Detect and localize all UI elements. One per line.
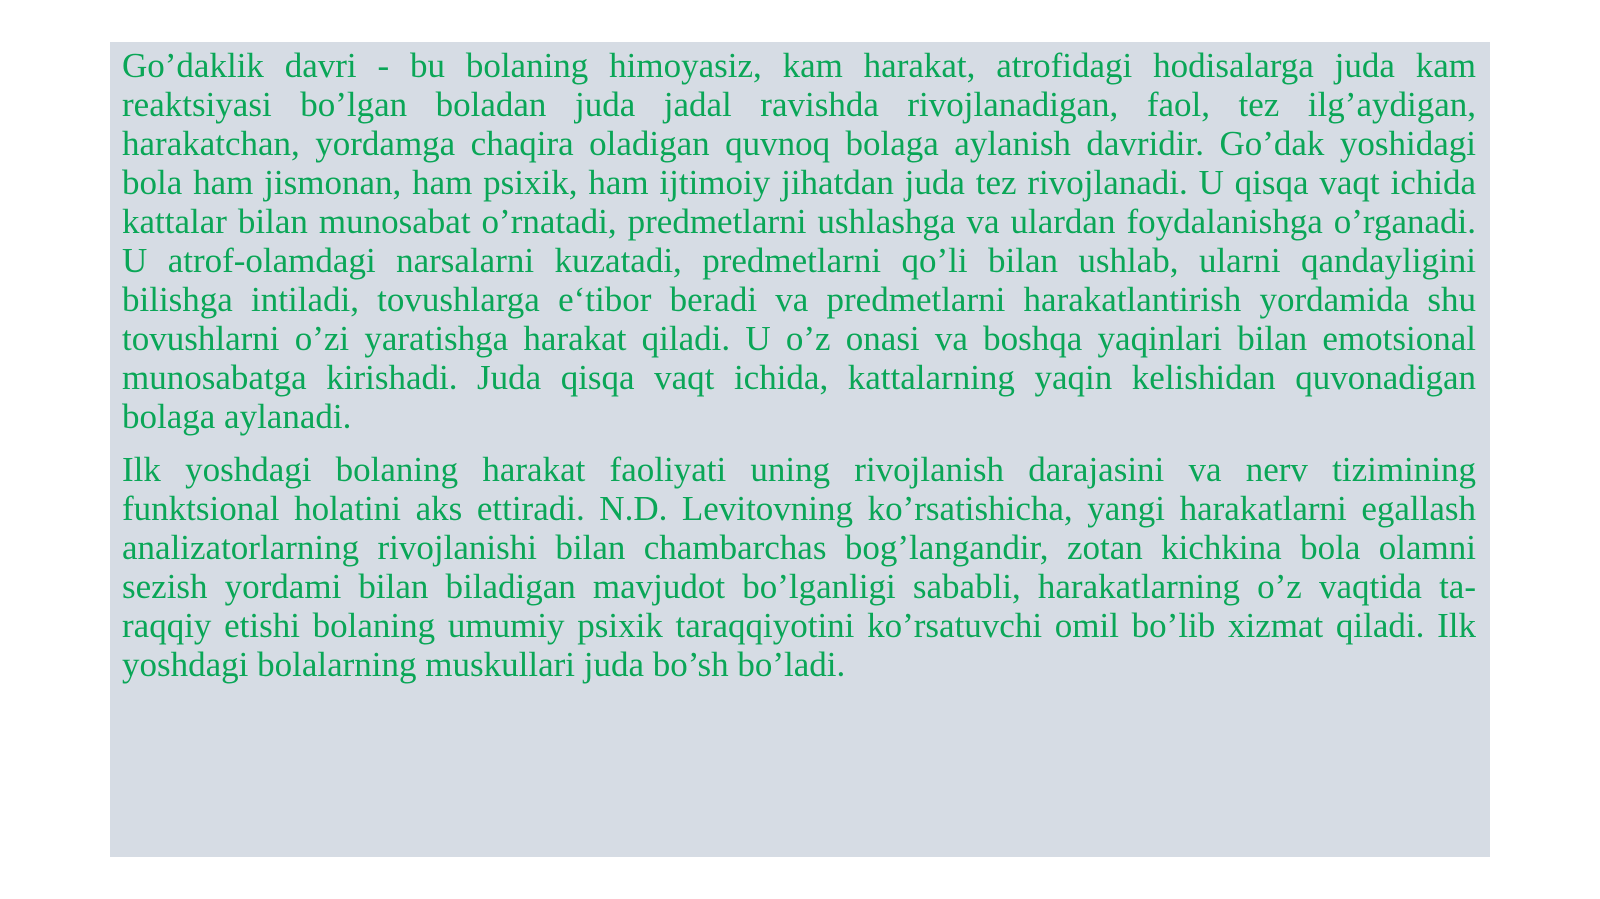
paragraph-2: Ilk yoshdagi bolaning harakat faoliyati uning rivojlanish darajasini va nerv tizimining funktsional holatini aks ettiradi. N.D. Levitovning ko’rsatishicha, yangi harakatlarni egallash analizatorlarning rivojlanishi bilan chambarchas bog’langandir, zotan kichkina bola olamni sezish yordami bilan biladigan mavjudot bo’lganligi sababli, harakatlarning o’z vaqtida ta-raqqiy etishi bolaning umumiy psixik taraqqiyotini ko’rsatuvchi omil bo’lib xizmat qiladi. Ilk yoshdagi bolalarning muskullari juda bo’sh bo’ladi. xyxy=(122,450,1476,684)
text-box xyxy=(110,42,1490,857)
paragraph-1: Go’daklik davri - bu bolaning himoyasiz, kam harakat, atrofidagi hodisalarga juda kam reaktsiyasi bo’lgan boladan juda jadal ravishda rivojlanadigan, faol, tez ilg’aydigan, harakatchan, yordamga chaqira oladigan quvnoq bolaga aylanish davridir. Go’dak yoshidagi bola ham jismonan, ham psixik, ham ijtimoiy jihatdan juda tez rivojlanadi. U qisqa vaqt ichida kattalar bilan munosabat o’rnatadi, predmetlarni ushlashga va ulardan foydalanishga o’rganadi. U atrof-olamdagi narsalarni kuzatadi, predmetlarni qo’li bilan ushlab, ularni qandayligini bilishga intiladi, tovushlarga e‘tibor beradi va predmetlarni harakatlantirish yordamida shu tovushlarni o’zi yaratishga harakat qiladi. U o’z onasi va boshqa yaqinlari bilan emotsional munosabatga kirishadi. Juda qisqa vaqt ichida, kattalarning yaqin kelishidan quvonadigan bolaga aylanadi. xyxy=(122,46,1476,436)
